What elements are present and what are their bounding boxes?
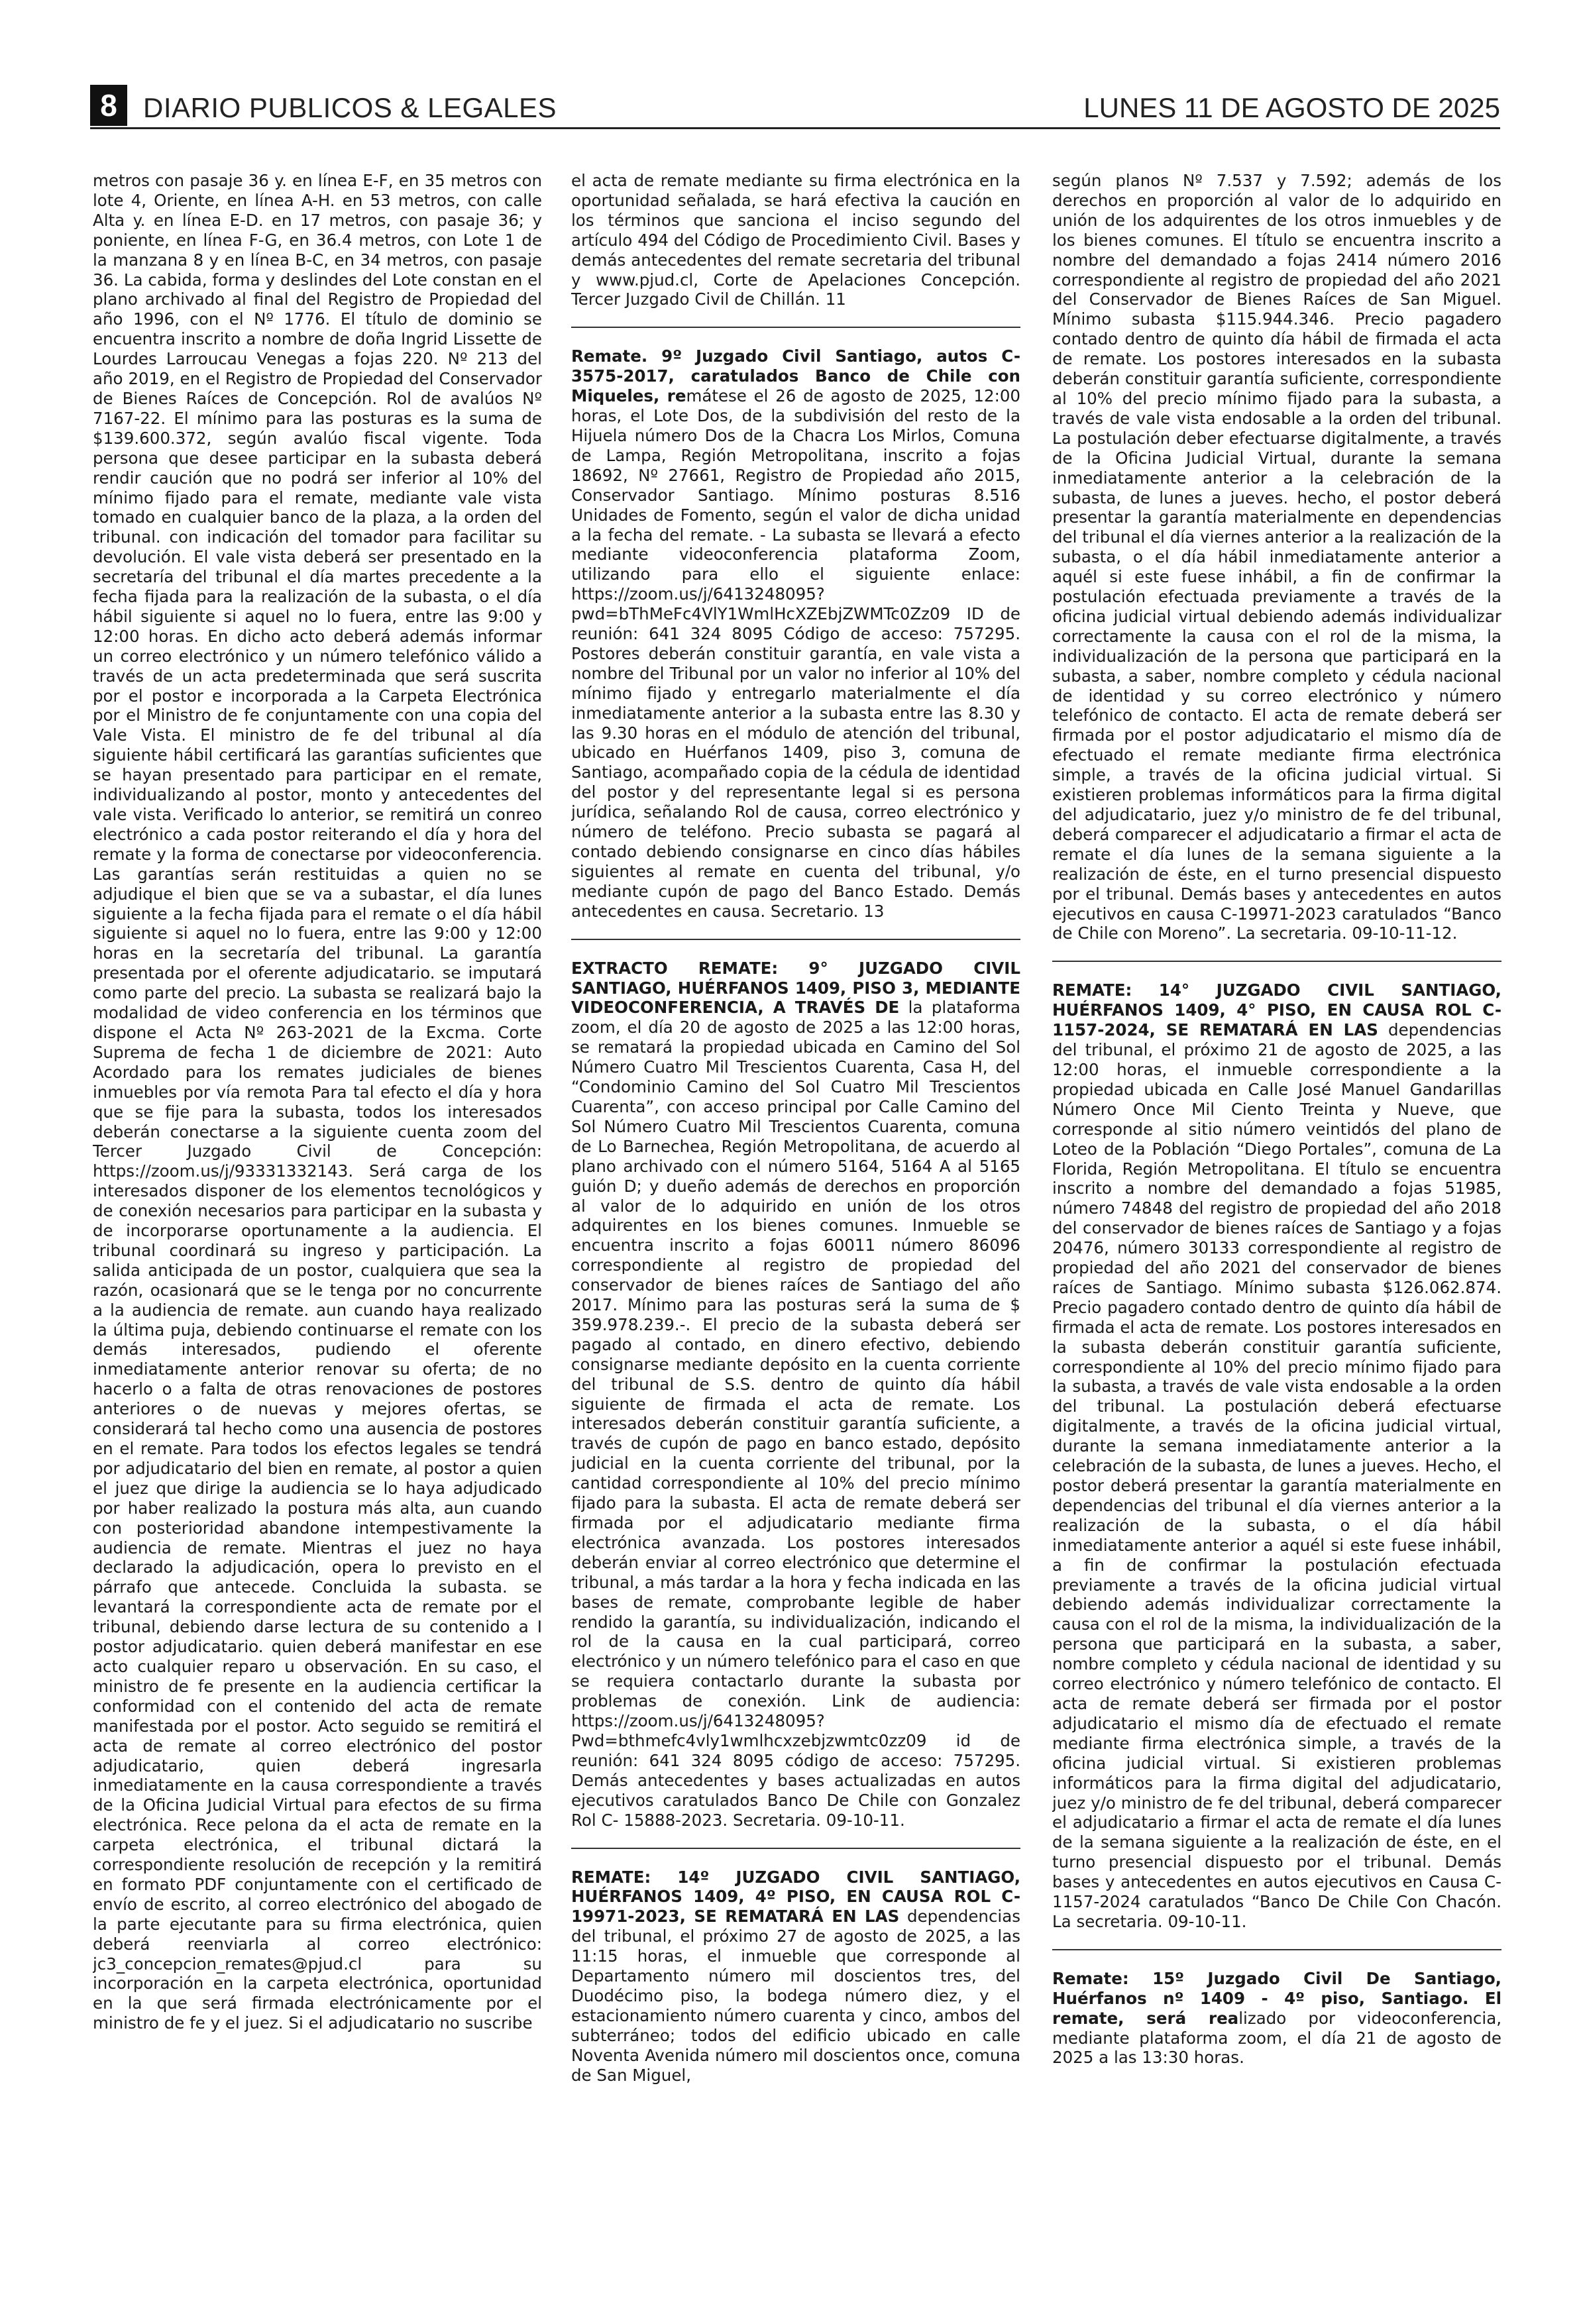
notice-lead: REMATE: 14º JUZGADO CIVIL SANTIAGO, HUÉRFANOS 1409, 4º PISO, EN CAUSA ROL C-19971-2023, SE REMATARÁ EN LAS [571,1867,1020,1927]
notice-separator [1052,961,1501,962]
notice-text [1052,1969,1501,2068]
notice-lead: Remate: 15º Juzgado Civil De Santiago, Huérfanos nº 1409 - 4º piso, Santiago. El remate, será rea [1052,1968,1501,2028]
notice-separator [571,939,1020,940]
notice-text [1052,171,1501,943]
legal-notice [571,171,1020,309]
notice-body: lizado por videoconferencia, mediante plataforma zoom, el día 21 de agosto de 2025 a las 13:30 horas. [1052,2008,1501,2068]
column-3 [1052,171,1501,2258]
notice-body: metros con pasaje 36 y. en línea E-F, en 35 metros con lote 4, Oriente, en línea A-H. en 53 metros, con calle Alta y. en línea E-D. en 17 metros, con pasaje 36; y poniente, en línea F-G, en 36.4 metros, con Lote 1 de la manzana 8 y en línea B-C, en 34 metros, con pasaje 36. La cabida, forma y deslindes del Lote constan en el plano archivado al final del Registro de Propiedad del año 1996, con el Nº 1776. El título de dominio se encuentra inscrito a nombre de doña Ingrid Lissette de Lourdes Larroucau Venegas a fojas 220. Nº 213 del año 2019, en el Registro de Propiedad del Conservador de Bienes Raíces de Concepción. Rol de avalúos Nº 7167-22. El mínimo para las posturas es la suma de $139.600.372, según avalúo fiscal vigente. Toda persona que desee participar en la subasta deberá rendir caución que no podrá ser inferior al 10% del mínimo fijado para el remate, mediante vale vista tomado en cualquier banco de la plaza, a la orden del tribunal. con indicación del tomador para facilitar su devolución. El vale vista deberá ser presentado en la secretaría del tribunal el día martes precedente a la fecha fijada para la realización de la subasta, o el día hábil siguiente si aquel no lo fuera, entre las 9:00 y 12:00 horas. En dicho acto deberá además informar un correo electrónico y un número telefónico válido a través de un acta predeterminada que será suscrita por el postor e incorporada a la Carpeta Electrónica por el Ministro de fe conjuntamente con una copia del Vale Vista. El ministro de fe del tribunal al día siguiente hábil certificará las garantías suficientes que se hayan presentado para participar en el remate, individualizando al postor, monto y antecedentes del vale vista. Verificado lo anterior, se remitirá un conreo electrónico a cada postor reiterando el día y hora del remate y la forma de conectarse por videoconferencia. Las garantías serán restituidas a quien no se adjudique el bien que se va a subastar, el día lunes siguiente a la fecha fijada para el remate o el día hábil siguiente si aquel no lo fuera, entre las 9:00 y 12:00 horas en la secretaría del tribunal. La garantía presentada por el oferente adjudicatario. se imputará como parte del precio. La subasta se realizará bajo la modalidad de video conferencia en los términos que dispone el Acta Nº 263-2021 de la Excma. Corte Suprema de fecha 1 de diciembre de 2021: Auto Acordado para los remates judiciales de bienes inmuebles por vía remota Para tal efecto el día y hora que se fije para la subasta, todos los interesados deberán conectarse a la siguiente cuenta zoom del Tercer Juzgado Civil de Concepción: https://zoom.us/j/93331332143. Será carga de los interesados disponer de los elementos tecnológicos y de conexión necesarios para participar en la subasta y de incorporarse oportunamente a la audiencia. El tribunal coordinará su ingreso y participación. La salida anticipada de un postor, cualquiera que sea la razón, ocasionará que se le tenga por no concurrente a la audiencia de remate. aun cuando haya realizado la última puja, debiendo continuarse el remate con los demás interesados, pudiendo el oferente inmediatamente anterior renovar su oferta; de no hacerlo o a falta de otras renovaciones de postores anteriores o de nuevas y mejores ofertas, se considerará tal hecho como una ausencia de postores en el remate. Para todos los efectos legales se tendrá por adjudicatario del bien en remate, al postor a quien el juez que dirige la audiencia se lo haya adjudicado por haber realizado la postura más alta, aun cuando con posterioridad abandone intempestivamente la audiencia de remate. Mientras el juez no haya declarado la adjudicación, opera lo previsto en el párrafo que antecede. Concluida la subasta. se levantará la correspondiente acta de remate por el tribunal, debiendo darse lectura de su contenido a I postor adjudicatario. quien deberá manifestar en ese acto cualquier reparo u observación. En su caso, el ministro de fe presente en la audiencia certificar la conformidad con el contenido del acta de remate manifestada por el postor. Acto seguido se remitirá el acta de remate al correo electrónico del postor adjudicatario, quien deberá ingresarla inmediatamente en la causa correspondiente a través de la Oficina Judicial Virtual para efectos de su firma electrónica. Rece pelona da el acta de remate en la carpeta electrónica, el tribunal dictará la correspondiente resolución de recepción y la remitirá en formato PDF conjuntamente con el certificado de envío de escrito, al correo electrónico del abogado de la parte ejecutante para su firma electrónica, quien deberá reenviarla al correo electrónico: jc3_concepcion_remates@pjud.cl para su incorporación en la carpeta electrónica, oportunidad en la que será firmada electrónicamente por el ministro de fe y el juez. Si el adjudicatario no suscribe [93,171,542,2033]
notice-separator [571,1848,1020,1849]
legal-notice [93,171,542,2033]
legal-notice [571,1868,1020,2086]
notice-text [1052,980,1501,1932]
notice-separator [1052,1949,1501,1950]
notice-text [571,959,1020,1830]
notice-body: la plataforma zoom, el día 20 de agosto de 2025 a las 12:00 horas, se rematará la propiedad ubicada en Camino del Sol Número Cuatro Mil Trescientos Cuarenta, Casa H, del “Condominio Camino del Sol Cuatro Mil Trescientos Cuarenta”, con acceso principal por Calle Camino del Sol Número Cuatro Mil Trescientos Cuarenta, comuna de Lo Barnechea, Región Metropolitana, de acuerdo al plano archivado con el número 5164, 5164 A al 5165 guión D; y dueño además de derechos en proporción al valor de lo adquirido en unión de los otros adquirentes en los bienes comunes. Inmueble se encuentra inscrito a fojas 60011 número 86096 correspondiente al registro de propiedad del conservador de bienes raíces de Santiago del año 2017. Mínimo para las posturas será la suma de $ 359.978.239.-. El precio de la subasta deberá ser pagado al contado, en dinero efectivo, debiendo consignarse mediante depósito en la cuenta corriente del tribunal de S.S. dentro de quinto día hábil siguiente de firmada el acta de remate. Los interesados deberán constituir garantía suficiente, a través de cupón de pago en banco estado, depósito judicial en la cuenta corriente del tribunal, por la cantidad correspondiente al 10% del precio mínimo fijado para la subasta. El acta de remate deberá ser firmada por el adjudicatario mediante firma electrónica avanzada. Los postores interesados deberán enviar al correo electrónico que determine el tribunal, a más tardar a la hora y fecha indicada en las bases de remate, comprobante legible de haber rendido la garantía, su individualización, indicando el rol de la causa en la cual participará, correo electrónico y un número telefónico para el caso en que se requiera contactarlo durante la subasta por problemas de conexión. Link de audiencia: https://zoom.us/j/6413248095?Pwd=bthmefc4vly1wmlhcxzebjzwmtc0zz09 id de reunión: 641 324 8095 código de acceso: 757295. Demás antecedentes y bases actualizadas en autos ejecutivos caratulados Banco De Chile con Gonzalez Rol C- 15888-2023. Secretaria. 09-10-11. [571,998,1020,1830]
legal-notice [1052,171,1501,943]
notice-lead: EXTRACTO REMATE: 9° JUZGADO CIVIL SANTIAGO, HUÉRFANOS 1409, PISO 3, MEDIANTE VIDEOCONFERENCIA, A TRAVÉS DE [571,958,1020,1018]
legal-notice [1052,1969,1501,2068]
issue-date: LUNES 11 DE AGOSTO DE 2025 [1083,92,1500,123]
legal-notice [571,346,1020,921]
column-2 [571,171,1020,2258]
legal-notice [1052,980,1501,1932]
notice-lead: Remate. 9º Juzgado Civil Santiago, autos C-3575-2017, caratulados Banco de Chile con Miqueles, re [571,346,1020,406]
notice-body: mátese el 26 de agosto de 2025, 12:00 horas, el Lote Dos, de la subdivisión del resto de la Hijuela número Dos de la Chacra Los Mirlos, Comuna de Lampa, Región Metropolitana, inscrito a fojas 18692, Nº 27661, Registro de Propiedad año 2015, Conservador Santiago. Mínimo posturas 8.516 Unidades de Fomento, según el valor de dicha unidad a la fecha del remate. - La subasta se llevará a efecto mediante videoconferencia plataforma Zoom, utilizando para ello el siguiente enlace: https://zoom.us/j/6413248095?pwd=bThMeFc4VlY1WmlHcXZEbjZWMTc0Zz09 ID de reunión: 641 324 8095 Código de acceso: 757295. Postores deberán constituir garantía, en vale vista a nombre del Tribunal por un valor no inferior al 10% del mínimo fijado y entregarlo materialmente el día inmediatamente anterior a la subasta entre las 8.30 y las 9.30 horas en el módulo de atención del tribunal, ubicado en Huérfanos 1409, piso 3, comuna de Santiago, acompañado copia de la cédula de identidad del postor y del representante legal si es persona jurídica, señalando Rol de causa, correo electrónico y número de teléfono. Precio subasta se pagará al contado debiendo consignarse en cinco días hábiles siguientes al remate en cuenta del tribunal, y/o mediante cupón de pago del Banco Estado. Demás antecedentes en causa. Secretario. 13 [571,386,1020,921]
notice-text [571,346,1020,921]
newspaper-name: DIARIO PUBLICOS & LEGALES [143,92,557,123]
notice-text [571,1868,1020,2086]
notice-text [93,171,542,2033]
notice-lead: REMATE: 14° JUZGADO CIVIL SANTIAGO, HUÉRFANOS 1409, 4° PISO, EN CAUSA ROL C-1157-2024, SE REMATARÁ EN LAS [1052,980,1501,1040]
column-1 [93,171,542,2258]
page-header [90,85,1500,129]
notice-separator [571,327,1020,328]
notice-body: dependencias del tribunal, el próximo 21 de agosto de 2025, a las 12:00 horas, el inmueble correspondiente a la propiedad ubicada en Calle José Manuel Gandarillas Número Once Mil Ciento Treinta y Nueve, que corresponde al sitio número veintidós del plano de Loteo de la Población “Diego Portales”, comuna de La Florida, Región Metropolitana. El título se encuentra inscrito a nombre del demandado a fojas 51985, número 74848 del registro de propiedad del año 2018 del conservador de bienes raíces de Santiago y a fojas 20476, número 30133 correspondiente al registro de propiedad del año 2021 del conservador de bienes raíces de Santiago. Mínimo subasta $126.062.874. Precio pagadero contado dentro de quinto día hábil de firmada el acta de remate. Los postores interesados en la subasta deberán constituir garantía suficiente, correspondiente al 10% del precio mínimo fijado para la subasta, a través de vale vista endosable a la orden del tribunal. La postulación deberá efectuarse digitalmente, a través de la oficina judicial virtual, durante la semana inmediatamente anterior a la celebración de la subasta, de lunes a jueves. Hecho, el postor deberá presentar la garantía materialmente en dependencias del tribunal el día viernes anterior a la realización de la subasta, o el día hábil inmediatamente anterior a aquél si este fuese inhábil, a fin de confirmar la postulación efectuada previamente a través de la oficina judicial virtual debiendo además individualizar correctamente la causa con el rol de la misma, la individualización de la persona que participará en la subasta, a saber, nombre completo y cédula nacional de identidad y su correo electrónico y número telefónico de contacto. El acta de remate deberá ser firmada por el postor adjudicatario el mismo día de efectuado el remate mediante firma electrónica simple, a través de la oficina judicial virtual. Si existieren problemas informáticos para la firma digital del adjudicatario, juez y/o ministro de fe del tribunal, deberá comparecer el adjudicatario a firmar el acta de remate el día lunes de la semana siguiente a la realización de éste, en el turno presencial dispuesto por el tribunal. Demás bases y antecedentes en autos ejecutivos en Causa C-1157-2024 caratulados “Banco De Chile Con Chacón. La secretaria. 09-10-11. [1052,1020,1501,1931]
notice-body: el acta de remate mediante su firma electrónica en la oportunidad señalada, se hará efectiva la caución en los términos que sanciona el inciso segundo del artículo 494 del Código de Procedimiento Civil. Bases y demás antecedentes del remate secretaria del tribunal y www.pjud.cl, Corte de Apelaciones Concepción. Tercer Juzgado Civil de Chillán. 11 [571,171,1020,309]
notice-body: dependencias del tribunal, el próximo 27 de agosto de 2025, a las 11:15 horas, el inmueble que corresponde al Departamento número mil doscientos tres, del Duodécimo piso, la bodega número diez, y el estacionamiento número cuarenta y cinco, ambos del subterráneo; todos del edificio ubicado en calle Noventa Avenida número mil doscientos once, comuna de San Miguel, [571,1907,1020,2085]
notice-body: según planos Nº 7.537 y 7.592; además de los derechos en proporción al valor de lo adquirido en unión de los adquirentes de los otros inmuebles y de los bienes comunes. El título se encuentra inscrito a nombre del demandado a fojas 2414 número 2016 correspondiente al registro de propiedad del año 2021 del Conservador de Bienes Raíces de San Miguel. Mínimo subasta $115.944.346. Precio pagadero contado dentro de quinto día hábil de firmada el acta de remate. Los postores interesados en la subasta deberán constituir garantía suficiente, correspondiente al 10% del precio mínimo fijado para la subasta, a través de vale vista endosable a la orden del tribunal. La postulación deber efectuarse digitalmente, a través de la Oficina Judicial Virtual, durante la semana inmediatamente anterior a la celebración de la subasta, de lunes a jueves. hecho, el postor deberá presentar la garantía materialmente en dependencias del tribunal el día viernes anterior a la realización de la subasta, o el día hábil inmediatamente anterior a aquél si este fuese inhábil, a fin de confirmar la postulación efectuada previamente a través de la oficina judicial virtual debiendo además individualizar correctamente la causa con el rol de la misma, la individualización de la persona que participará en la subasta, a saber, nombre completo y cédula nacional de identidad y su correo electrónico y número telefónico de contacto. El acta de remate deberá ser firmada por el postor adjudicatario el mismo día de efectuado el remate mediante firma electrónica simple, a través de la oficina judicial virtual. Si existieren problemas informáticos para la firma digital del adjudicatario, juez y/o ministro de fe del tribunal, deberá comparecer el adjudicatario a firmar el acta de remate el día lunes de la semana siguiente a la realización de éste, en el turno presencial dispuesto por el tribunal. Demás bases y antecedentes en autos ejecutivos en causa C-19971-2023 caratulados “Banco de Chile con Moreno”. La secretaria. 09-10-11-12. [1052,171,1501,943]
legal-notice [571,959,1020,1830]
page-number: 8 [90,85,127,126]
notice-text [571,171,1020,309]
